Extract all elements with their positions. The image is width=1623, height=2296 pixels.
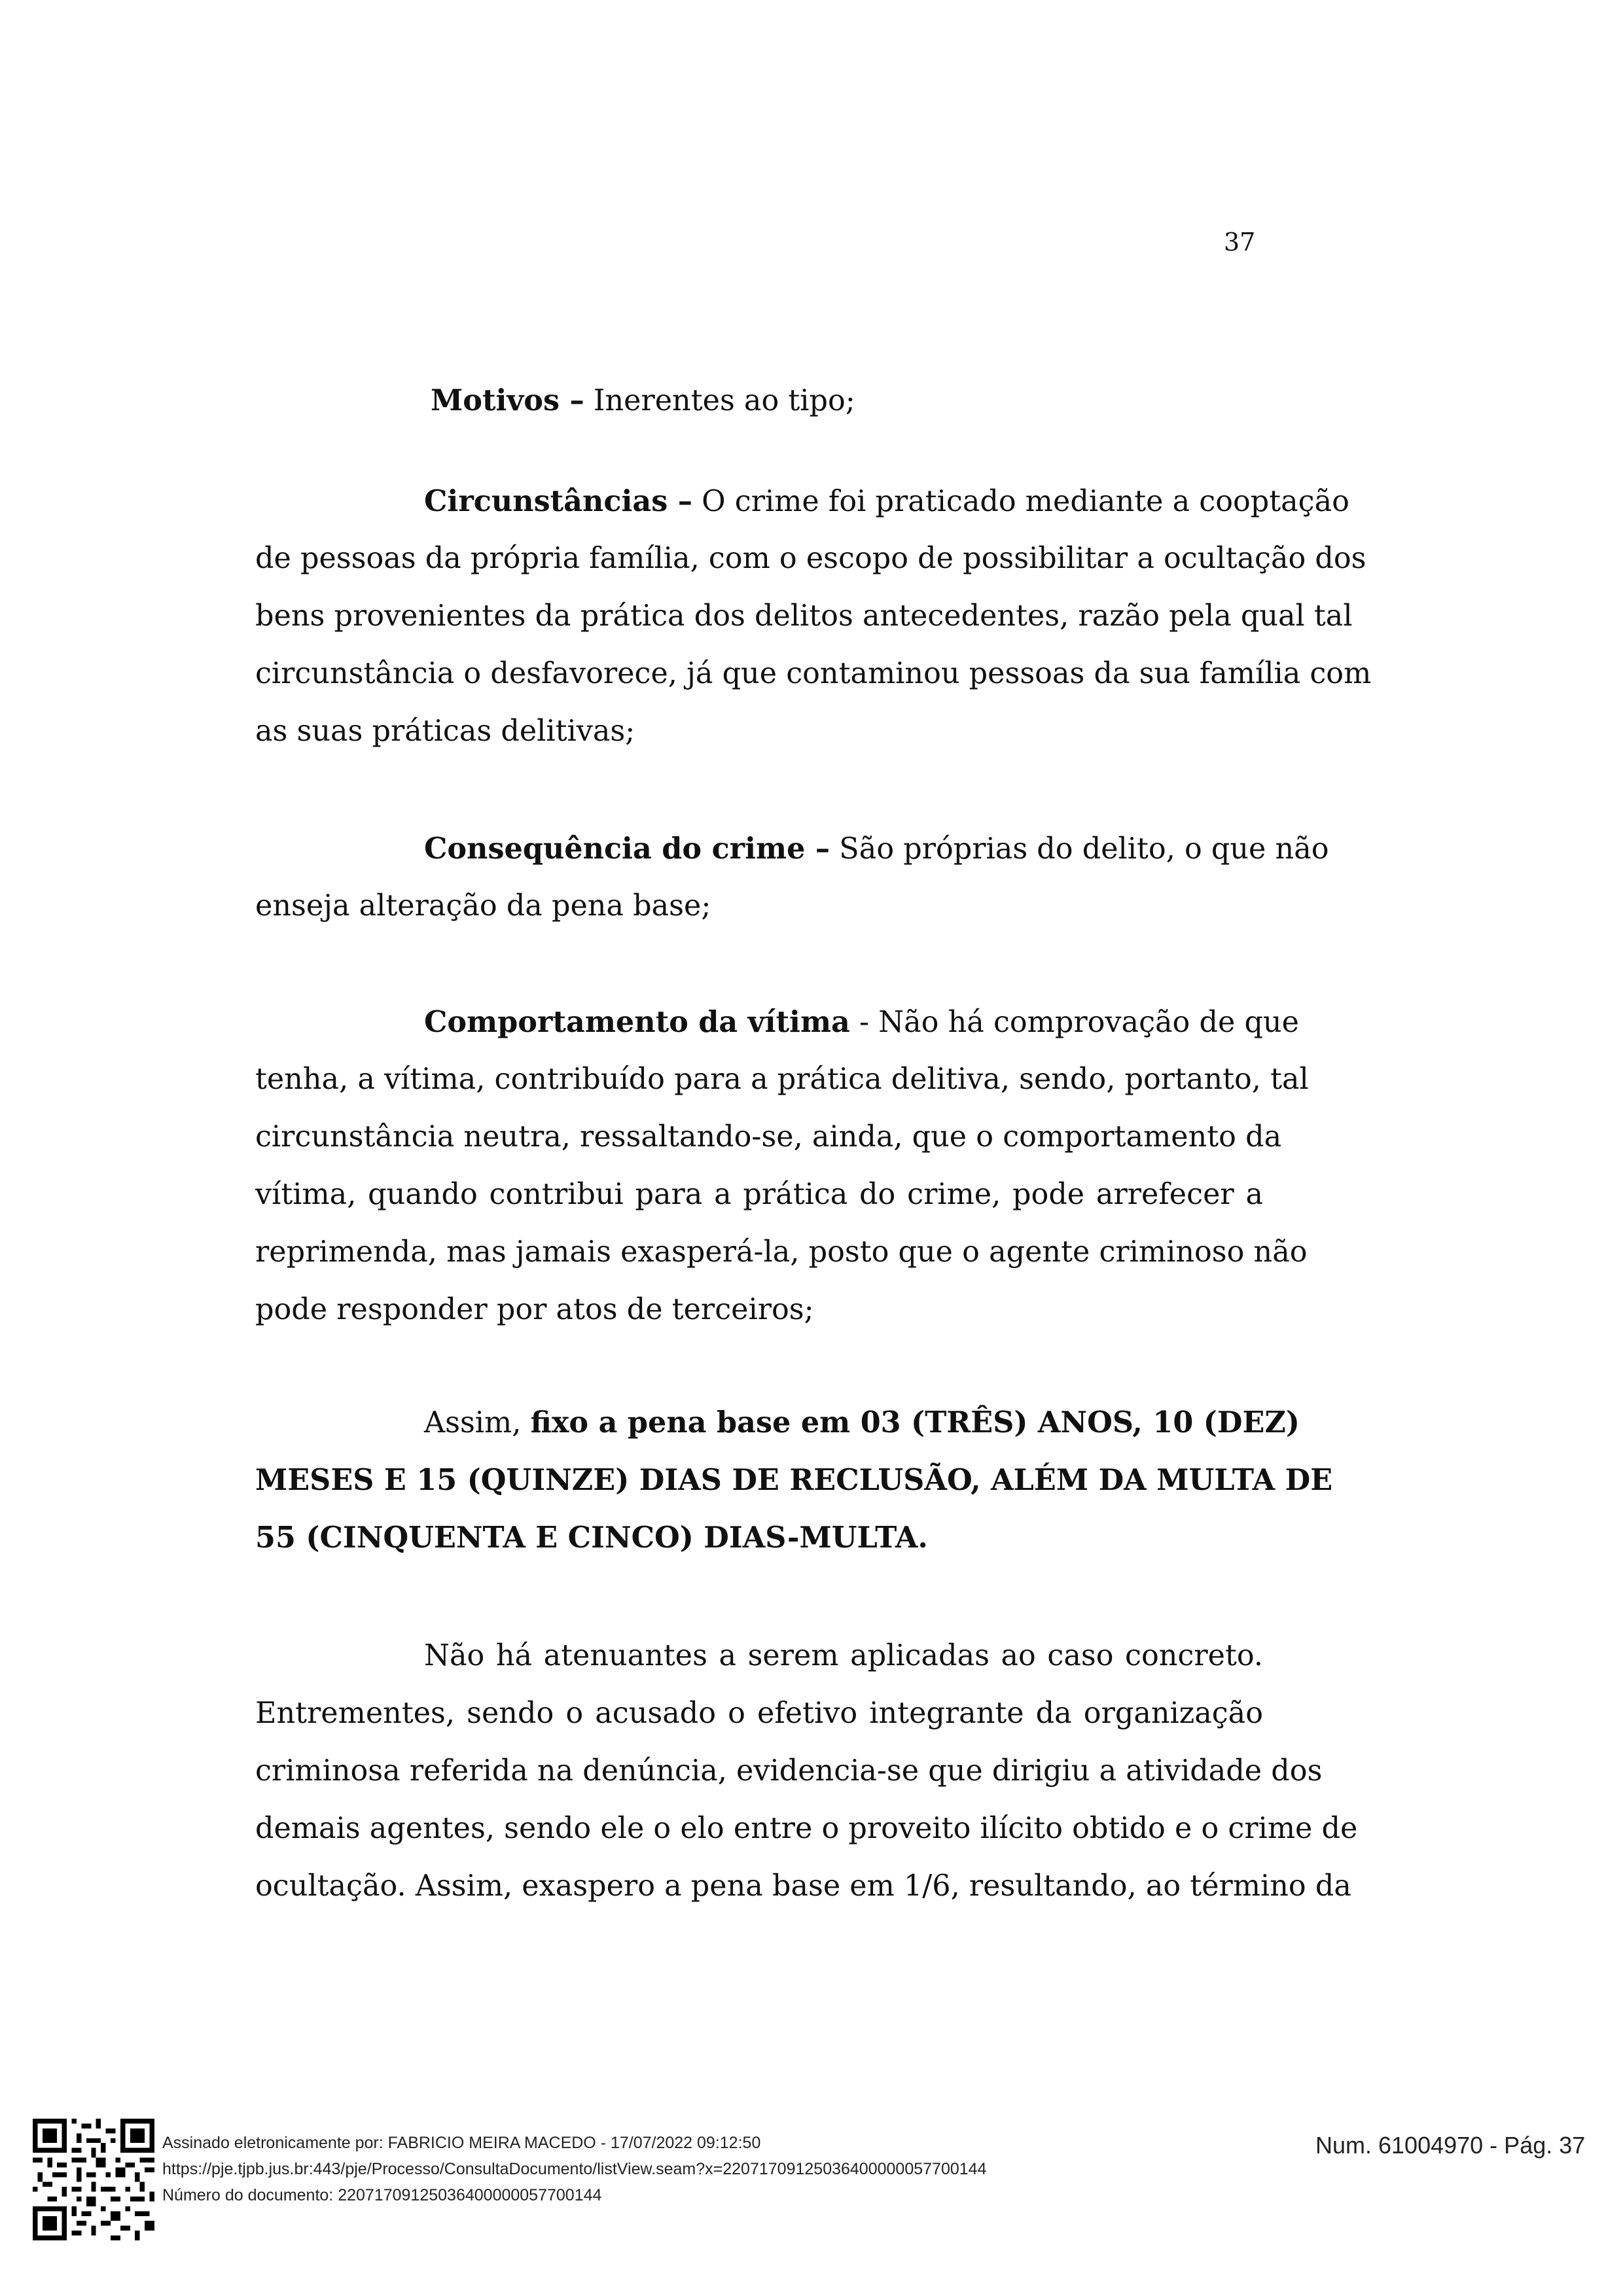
circunstancias-line-3: bens provenientes da prática dos delitos antecedentes, razão pela qual tal bbox=[255, 599, 1353, 633]
paragraph-circunstancias bbox=[255, 472, 1372, 760]
paragraph-atenuantes bbox=[255, 1627, 1358, 1915]
circunstancias-line-5: as suas práticas delitivas; bbox=[255, 715, 635, 748]
atenuantes-line-1: Não há atenuantes a serem aplicadas ao caso concreto. bbox=[424, 1639, 1263, 1672]
signature-line: Assinado eletronicamente por: FABRICIO MEIRA MACEDO - 17/07/2022 09:12:50 bbox=[162, 2134, 761, 2152]
consequencia-line-1: São próprias do delito, o que não bbox=[830, 832, 1329, 866]
comportamento-line-2: tenha, a vítima, contribuído para a prática delitiva, sendo, portanto, tal bbox=[255, 1063, 1309, 1096]
atenuantes-line-4: demais agentes, sendo ele o elo entre o proveito ilícito obtido e o crime de bbox=[255, 1812, 1358, 1845]
assim-start: Assim, bbox=[424, 1406, 531, 1439]
circunstancias-line-4: circunstância o desfavorece, já que contaminou pessoas da sua família com bbox=[255, 657, 1372, 690]
atenuantes-line-2: Entrementes, sendo o acusado o efetivo integrante da organização bbox=[255, 1697, 1263, 1730]
motivos-label: Motivos – bbox=[431, 383, 584, 417]
paragraph-comportamento bbox=[255, 993, 1309, 1339]
motivos-text: Inerentes ao tipo; bbox=[584, 384, 855, 417]
circunstancias-line-2: de pessoas da própria família, com o escopo de possibilitar a ocultação dos bbox=[255, 542, 1366, 575]
document-url[interactable]: https://pje.tjpb.jus.br:443/pje/Processo/ConsultaDocumento/listView.seam?x=22071709125036400000057700144 bbox=[162, 2160, 987, 2178]
page-number: 37 bbox=[1224, 228, 1256, 256]
paragraph-motivos bbox=[255, 372, 1263, 429]
circunstancias-label: Circunstâncias – bbox=[424, 484, 692, 518]
comportamento-line-4: vítima, quando contribui para a prática do crime, pode arrefecer a bbox=[255, 1178, 1263, 1211]
atenuantes-line-5: ocultação. Assim, exaspero a pena base em 1/6, resultando, ao término da bbox=[255, 1869, 1351, 1903]
atenuantes-line-3: criminosa referida na denúncia, evidencia-se que dirigiu a atividade dos bbox=[255, 1754, 1323, 1788]
document-number: Número do documento: 22071709125036400000057700144 bbox=[162, 2186, 602, 2204]
qr-code-icon bbox=[33, 2119, 154, 2240]
assim-line-3: 55 (CINQUENTA E CINCO) DIAS-MULTA. bbox=[255, 1521, 928, 1555]
comportamento-line-3: circunstância neutra, ressaltando-se, ainda, que o comportamento da bbox=[255, 1120, 1282, 1154]
paragraph-consequencia bbox=[255, 820, 1329, 935]
assim-bold-1: fixo a pena base em 03 (TRÊS) ANOS, 10 (DEZ) bbox=[530, 1405, 1300, 1439]
consequencia-line-2: enseja alteração da pena base; bbox=[255, 889, 711, 923]
circunstancias-line-1: O crime foi praticado mediante a cooptação bbox=[692, 485, 1349, 518]
consequencia-label: Consequência do crime – bbox=[424, 832, 830, 866]
assim-line-2: MESES E 15 (QUINZE) DIAS DE RECLUSÃO, ALÉM DA MULTA DE bbox=[255, 1463, 1333, 1497]
paragraph-pena-base bbox=[255, 1394, 1333, 1566]
comportamento-line-5: reprimenda, mas jamais exasperá-la, posto que o agente criminoso não bbox=[255, 1235, 1308, 1269]
num-pag: Num. 61004970 - Pág. 37 bbox=[1315, 2132, 1586, 2159]
comportamento-line-1: - Não há comprovação de que bbox=[849, 1006, 1299, 1039]
comportamento-label: Comportamento da vítima bbox=[424, 1005, 850, 1039]
comportamento-line-6: pode responder por atos de terceiros; bbox=[255, 1293, 814, 1326]
